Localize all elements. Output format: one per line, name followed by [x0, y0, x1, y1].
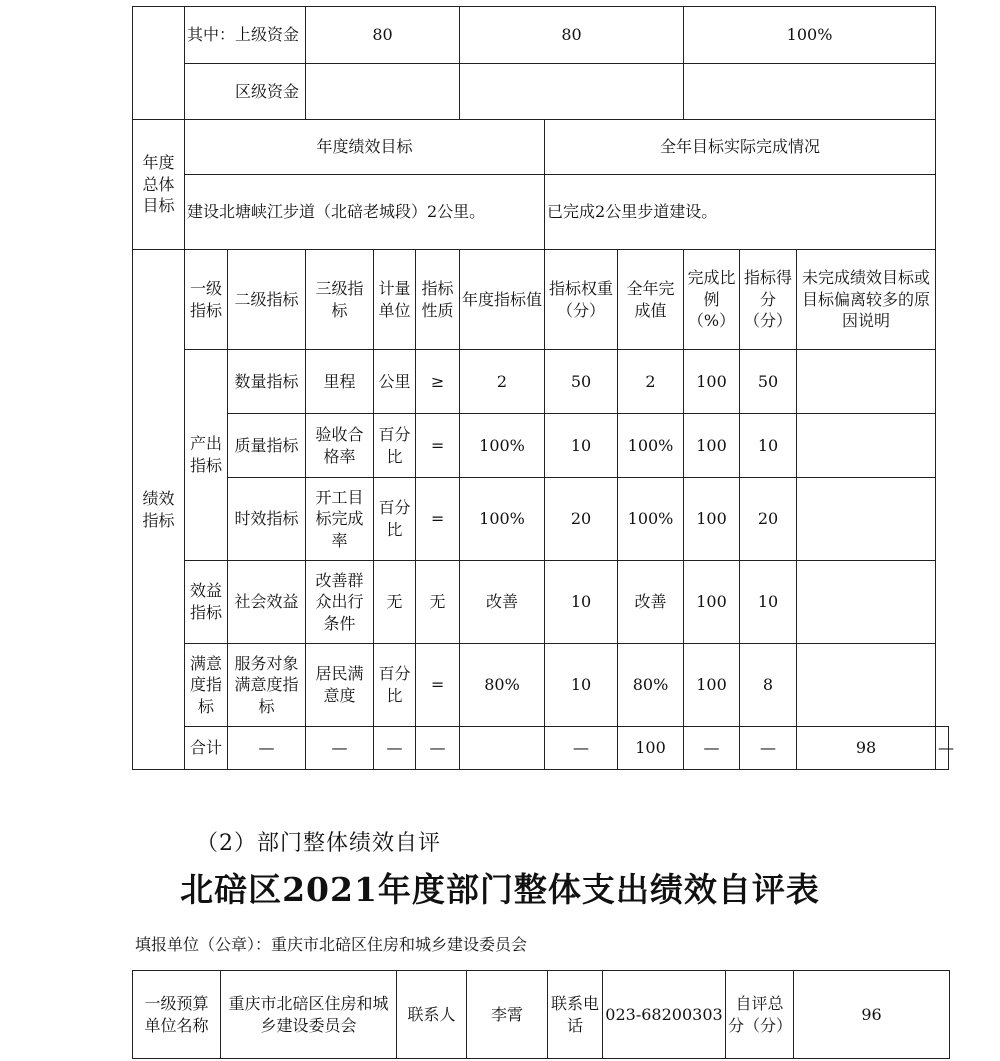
indicator-row — [133, 644, 949, 727]
unit-cell: 百分比 — [374, 644, 416, 727]
department-info-table — [132, 970, 950, 1059]
phone-label: 联系电话 — [548, 971, 603, 1059]
level3-cell: 居民满意度 — [306, 644, 374, 727]
total-score-label: 自评总分（分） — [726, 971, 794, 1059]
col-header-level2: 二级指标 — [228, 250, 306, 350]
nature-cell: = — [416, 478, 460, 561]
total-reason: — — [936, 727, 949, 770]
score-cell: 10 — [740, 414, 797, 478]
level1-benefit-indicator: 效益指标 — [185, 561, 228, 644]
col-header-level1: 一级指标 — [185, 250, 228, 350]
district-funds-label: 区级资金 — [185, 64, 306, 120]
ratio-cell: 100 — [684, 414, 740, 478]
level3-cell: 改善群众出行条件 — [306, 561, 374, 644]
reason-cell — [797, 414, 936, 478]
indicator-row — [133, 414, 949, 478]
superior-funds-executed: 80 — [460, 7, 684, 64]
indicator-row — [133, 561, 949, 644]
total-ratio: — — [740, 727, 797, 770]
weight-cell: 50 — [545, 350, 618, 414]
score-cell: 8 — [740, 644, 797, 727]
ratio-cell: 100 — [684, 350, 740, 414]
col-header-reason: 未完成绩效目标或目标偏离较多的原因说明 — [797, 250, 936, 350]
level2-cell: 社会效益 — [228, 561, 306, 644]
weight-cell: 20 — [545, 478, 618, 561]
total-unit: — — [416, 727, 460, 770]
superior-funds-rate: 100% — [684, 7, 936, 64]
total-weight: 100 — [618, 727, 684, 770]
superior-funds-label: 其中：上级资金 — [185, 7, 306, 64]
actual-cell: 80% — [618, 644, 684, 727]
reason-cell — [797, 561, 936, 644]
weight-cell: 10 — [545, 414, 618, 478]
level3-cell: 验收合格率 — [306, 414, 374, 478]
level2-cell: 服务对象满意度指标 — [228, 644, 306, 727]
total-actual: — — [684, 727, 740, 770]
annual-target-header: 年度绩效目标 — [185, 120, 545, 175]
nature-cell: = — [416, 644, 460, 727]
total-row — [133, 727, 949, 770]
reason-cell — [797, 644, 936, 727]
actual-completion-text: 已完成2公里步道建设。 — [545, 175, 936, 250]
score-cell: 10 — [740, 561, 797, 644]
unit-cell: 公里 — [374, 350, 416, 414]
performance-indicators-label: 绩效指标 — [133, 250, 185, 770]
contact-label: 联系人 — [397, 971, 467, 1059]
col-header-score: 指标得分（分） — [740, 250, 797, 350]
goal-header-row — [133, 120, 949, 175]
target-cell: 100% — [460, 414, 545, 478]
actual-cell: 改善 — [618, 561, 684, 644]
col-header-ratio: 完成比例（%） — [684, 250, 740, 350]
level2-cell: 数量指标 — [228, 350, 306, 414]
actual-cell: 100% — [618, 414, 684, 478]
funds-blank-cell — [133, 7, 185, 120]
annual-goal-label: 年度总体目标 — [133, 120, 185, 250]
district-funds-row — [133, 64, 949, 120]
total-score-value: 96 — [794, 971, 950, 1059]
level1-satisfaction-indicator: 满意度指标 — [185, 644, 228, 727]
target-cell: 100% — [460, 478, 545, 561]
reason-cell — [797, 478, 936, 561]
district-funds-rate — [684, 64, 936, 120]
district-funds-executed — [460, 64, 684, 120]
district-funds-budget — [306, 64, 460, 120]
reason-cell — [797, 350, 936, 414]
unit-cell: 百分比 — [374, 478, 416, 561]
weight-cell: 10 — [545, 644, 618, 727]
level3-cell: 开工目标完成率 — [306, 478, 374, 561]
col-header-nature: 指标性质 — [416, 250, 460, 350]
ratio-cell: 100 — [684, 478, 740, 561]
total-nature — [460, 727, 545, 770]
level2-cell: 质量指标 — [228, 414, 306, 478]
budget-unit-label: 一级预算 单位名称 — [133, 971, 221, 1059]
actual-cell: 100% — [618, 478, 684, 561]
actual-completion-header: 全年目标实际完成情况 — [545, 120, 936, 175]
nature-cell: 无 — [416, 561, 460, 644]
target-cell: 改善 — [460, 561, 545, 644]
level3-cell: 里程 — [306, 350, 374, 414]
col-header-weight: 指标权重（分） — [545, 250, 618, 350]
department-info-row — [133, 971, 950, 1059]
target-cell: 2 — [460, 350, 545, 414]
performance-table — [132, 6, 955, 770]
weight-cell: 10 — [545, 561, 618, 644]
actual-cell: 2 — [618, 350, 684, 414]
total-level2: — — [306, 727, 374, 770]
nature-cell: = — [416, 414, 460, 478]
unit-cell: 无 — [374, 561, 416, 644]
budget-unit-value: 重庆市北碚区住房和城乡建设委员会 — [221, 971, 397, 1059]
ratio-cell: 100 — [684, 644, 740, 727]
indicator-header-row — [133, 250, 949, 350]
annual-target-text: 建设北塘峡江步道（北碚老城段）2公里。 — [185, 175, 545, 250]
section-heading: （2）部门整体绩效自评 — [196, 831, 441, 856]
unit-cell: 百分比 — [374, 414, 416, 478]
contact-value: 李霄 — [467, 971, 548, 1059]
total-level1: — — [228, 727, 306, 770]
reporting-unit-line: 填报单位（公章）：重庆市北碚区住房和城乡建设委员会 — [135, 935, 528, 954]
nature-cell: ≥ — [416, 350, 460, 414]
phone-value: 023-68200303 — [603, 971, 726, 1059]
document-title: 北碚区2021年度部门整体支出绩效自评表 — [180, 870, 820, 909]
total-target: — — [545, 727, 618, 770]
level1-output-indicator: 产出指标 — [185, 350, 228, 561]
level2-cell: 时效指标 — [228, 478, 306, 561]
col-header-target: 年度指标值 — [460, 250, 545, 350]
total-score: 98 — [797, 727, 936, 770]
superior-funds-row — [133, 7, 949, 64]
score-cell: 50 — [740, 350, 797, 414]
indicator-row — [133, 478, 949, 561]
goal-content-row — [133, 175, 949, 250]
col-header-level3: 三级指标 — [306, 250, 374, 350]
total-level3: — — [374, 727, 416, 770]
ratio-cell: 100 — [684, 561, 740, 644]
target-cell: 80% — [460, 644, 545, 727]
indicator-row — [133, 350, 949, 414]
total-label: 合计 — [185, 727, 228, 770]
col-header-unit: 计量单位 — [374, 250, 416, 350]
superior-funds-budget: 80 — [306, 7, 460, 64]
score-cell: 20 — [740, 478, 797, 561]
col-header-actual: 全年完成值 — [618, 250, 684, 350]
